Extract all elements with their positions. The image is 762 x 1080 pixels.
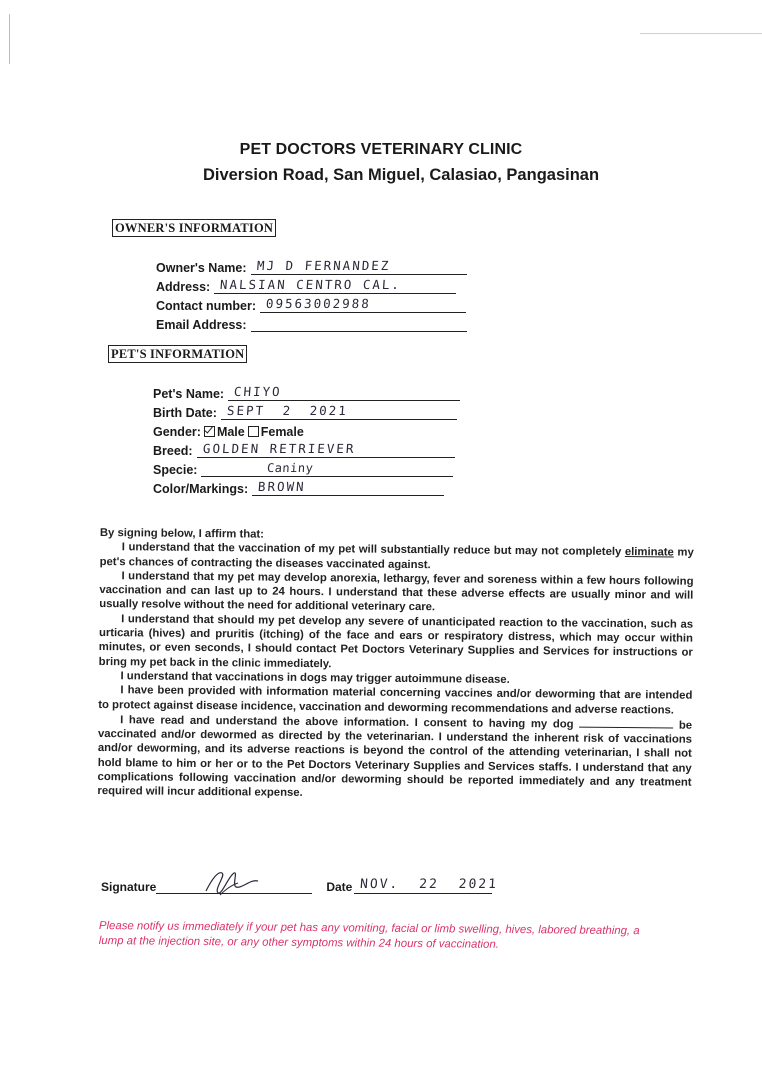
consent-intro: By signing below, I affirm that: bbox=[99, 526, 265, 541]
owner-address-label: Address: bbox=[156, 280, 211, 294]
pet-breed-line[interactable] bbox=[197, 440, 455, 458]
pet-specie-value: Caniny bbox=[266, 461, 315, 475]
owner-contact-field bbox=[156, 295, 466, 313]
owner-name-field bbox=[156, 257, 467, 275]
owner-contact-label: Contact number: bbox=[156, 299, 256, 313]
owner-contact-line[interactable] bbox=[260, 295, 466, 313]
consent-text-part: my pet's chances of contracting the diseases vaccinated against. bbox=[99, 546, 694, 571]
date-line[interactable] bbox=[354, 877, 499, 894]
consent-paragraph bbox=[97, 712, 692, 804]
pet-breed-label: Breed: bbox=[153, 444, 193, 458]
pet-gender-field bbox=[153, 421, 304, 439]
pet-name-field bbox=[153, 383, 460, 401]
consent-paragraph: I understand that my pet may develop anorexia, lethargy, fever and soreness within a few hours following vaccination and can last up to 24 hours. I understand that these adverse effects are usually minor and will usually resolve without the need for additional veterinary care. bbox=[99, 570, 694, 614]
pet-color-field bbox=[153, 478, 444, 496]
pet-birthdate-line[interactable] bbox=[221, 402, 457, 420]
clinic-name: PET DOCTORS VETERINARY CLINIC bbox=[239, 141, 523, 158]
pet-color-label: Color/Markings: bbox=[153, 482, 249, 496]
pet-gender-label: Gender: bbox=[153, 425, 201, 439]
pet-birthdate-field bbox=[153, 402, 457, 420]
owner-name-label: Owner's Name: bbox=[156, 261, 247, 275]
signature-label: Signature bbox=[101, 880, 157, 894]
owner-contact-value: 09563002988 bbox=[265, 296, 372, 311]
consent-text-part: be vaccinated and/or dewormed as directed by the veterinarian. I understand the inherent risk of vaccinations and/or deworming, and its adverse reactions is beyond the control of the attending veterinarian, I shall not hold blame to him or her or to the Pet Doctors Veterinary Supplies and Services staffs. I understand that any complications following vaccination and/or deworming should be reported immediately and any treatment required will incur additional expense. bbox=[97, 719, 693, 800]
pet-name-label: Pet's Name: bbox=[153, 387, 225, 401]
pet-specie-field bbox=[153, 459, 453, 477]
consent-text-part: I understand that the vaccination of my pet will substantially reduce but may not completely bbox=[121, 541, 625, 559]
scan-edge-mark bbox=[640, 33, 762, 34]
pet-birthdate-label: Birth Date: bbox=[153, 406, 217, 420]
gender-male-checkbox[interactable] bbox=[204, 426, 215, 437]
pet-specie-label: Specie: bbox=[153, 463, 198, 477]
post-vaccination-notice: Please notify us immediately if your pet has any vomiting, facial or limb swelling, hives, labored breathing, a lump at the injection site, or any other symptoms within 24 hours of vaccination. bbox=[98, 919, 640, 951]
consent-text bbox=[97, 526, 694, 804]
consent-paragraph: I understand that should my pet develop any severe of unanticipated reaction to the vaccination, such as urticaria (hives) and pruritis (itching) of the face and ears or respiratory distress, which may occur within minutes, or even seconds, I should contact Pet Doctors Veterinary Supplies and Services for instructions or bring my pet back in the clinic immediately. bbox=[98, 612, 694, 670]
owner-address-line[interactable] bbox=[214, 276, 456, 294]
consent-paragraph: I understand that vaccinations in dogs may trigger autoimmune disease. bbox=[120, 670, 510, 686]
consent-paragraph: I have been provided with information material concerning vaccines and/or deworming that are intended to protect against disease incidence, vaccination and deworming recommendations and adverse reactions. bbox=[98, 684, 693, 717]
pet-color-line[interactable] bbox=[252, 478, 444, 496]
clinic-address: Diversion Road, San Miguel, Calasiao, Pangasinan bbox=[202, 166, 600, 184]
owner-name-line[interactable] bbox=[251, 257, 467, 275]
date-label: Date bbox=[326, 880, 353, 894]
pet-birthdate-value: SEPT 2 2021 bbox=[226, 403, 349, 418]
owner-address-field bbox=[156, 276, 456, 294]
pet-name-line[interactable] bbox=[228, 383, 460, 401]
owner-address-value: NALSIAN CENTRO CAL. bbox=[219, 277, 402, 292]
pet-breed-value: GOLDEN RETRIEVER bbox=[202, 441, 356, 456]
scan-edge-mark bbox=[9, 14, 10, 64]
owner-email-label: Email Address: bbox=[156, 318, 247, 332]
signature-scribble bbox=[198, 867, 268, 897]
owner-email-field bbox=[156, 314, 467, 332]
consent-underlined-word: eliminate bbox=[624, 546, 674, 559]
pet-specie-line[interactable] bbox=[201, 459, 453, 477]
pet-name-value: CHIYO bbox=[233, 384, 283, 399]
gender-female-checkbox[interactable] bbox=[248, 426, 259, 437]
owner-name-value: MJ D FERNANDEZ bbox=[255, 258, 391, 273]
date-value: NOV. 22 2021 bbox=[359, 877, 499, 892]
signature-row bbox=[101, 877, 499, 894]
gender-female-label: Female bbox=[260, 425, 304, 439]
dog-name-blank[interactable] bbox=[579, 716, 673, 728]
consent-text-part: I have read and understand the above information. I consent to having my dog bbox=[120, 714, 580, 731]
pet-section-header: PET'S INFORMATION bbox=[108, 345, 247, 363]
owner-email-line[interactable] bbox=[251, 314, 467, 332]
gender-male-label: Male bbox=[216, 425, 245, 439]
pet-color-value: BROWN bbox=[257, 479, 307, 494]
signature-line[interactable] bbox=[156, 879, 312, 894]
owner-section-header: OWNER'S INFORMATION bbox=[112, 219, 276, 237]
pet-breed-field bbox=[153, 440, 455, 458]
